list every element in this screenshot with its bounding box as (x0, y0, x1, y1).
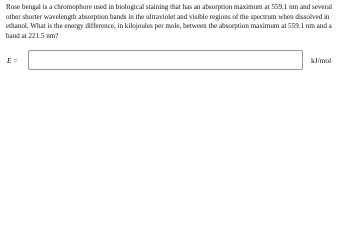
unit-label: kJ/mol (311, 56, 332, 65)
question-text: Rose bengal is a chromophore used in biological staining that has an absorption maximum at 559.1 nm and several other shorter wavelength absorption bands in the ultraviolet and visible regions of the spectrum when dissolved in ethanol. What is the energy difference, in kilojoules per mole, between the absorption maximum at 559.1 nm and a band at 221.5 nm? (6, 3, 333, 40)
answer-variable-label (7, 56, 18, 66)
answer-row (7, 50, 345, 72)
equals-sign: = (13, 56, 18, 65)
energy-answer-input[interactable] (28, 50, 303, 70)
variable-symbol: E (7, 56, 12, 65)
